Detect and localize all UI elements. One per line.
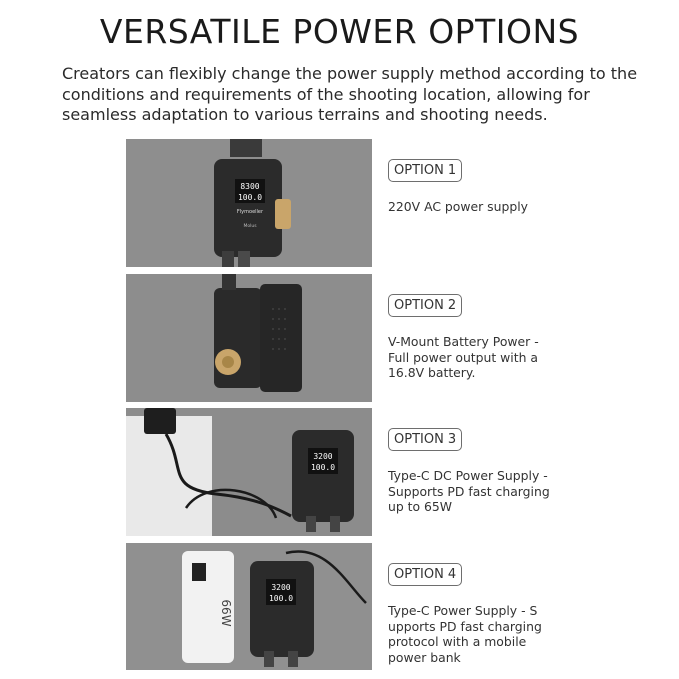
option-card-4 bbox=[126, 543, 553, 670]
option-2-description: V-Mount Battery Power - Full power output with a 16.8V battery. bbox=[388, 334, 539, 380]
option-1-screen-bottom: 100.0 bbox=[237, 193, 263, 202]
option-1-description: 220V AC power supply bbox=[388, 199, 528, 214]
option-3-screen-bottom: 100.0 bbox=[310, 463, 336, 472]
option-card-3 bbox=[126, 408, 553, 536]
option-4-screen-top: 3200 bbox=[271, 583, 291, 592]
option-3-screen-top: 3200 bbox=[313, 452, 333, 461]
option-1-maker: Molus bbox=[243, 224, 257, 229]
option-3-description: Type-C DC Power Supply - Supports PD fast charging up to 65W bbox=[388, 468, 550, 514]
power-bank-label: 66W bbox=[219, 599, 233, 627]
option-1-brand: Flymoeller bbox=[236, 209, 264, 215]
option-1-badge: OPTION 1 bbox=[388, 159, 462, 182]
option-card-1 bbox=[126, 139, 553, 267]
option-3-badge: OPTION 3 bbox=[388, 428, 462, 451]
option-3-photo bbox=[126, 408, 372, 536]
option-1-screen-top: 8300 bbox=[240, 182, 260, 191]
option-3-info bbox=[372, 408, 553, 536]
option-2-badge: OPTION 2 bbox=[388, 294, 462, 317]
page-subtitle: Creators can flexibly change the power supply method according to the conditions and requirements of the shooting location, allowing for seamless adaptation to various terrains and shooting needs. bbox=[62, 64, 638, 124]
option-4-description: Type-C Power Supply - S upports PD fast charging protocol with a mobile power bank bbox=[388, 603, 542, 665]
option-1-info bbox=[372, 139, 553, 267]
option-4-photo bbox=[126, 543, 372, 670]
option-4-badge: OPTION 4 bbox=[388, 563, 462, 586]
option-2-info bbox=[372, 274, 553, 402]
option-4-info bbox=[372, 543, 553, 670]
option-4-screen-bottom: 100.0 bbox=[268, 594, 294, 603]
option-2-photo bbox=[126, 274, 372, 402]
page-title: VERSATILE POWER OPTIONS bbox=[99, 12, 580, 51]
option-card-2 bbox=[126, 274, 553, 402]
option-1-photo bbox=[126, 139, 372, 267]
